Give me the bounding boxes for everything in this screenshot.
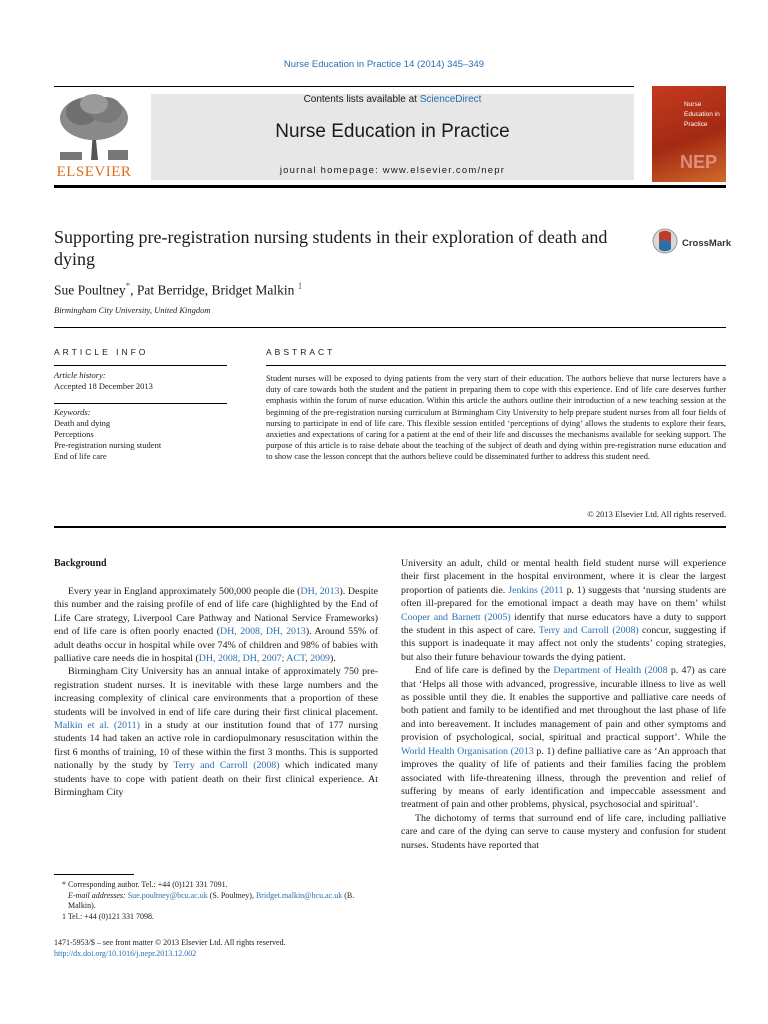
abstract-text: Student nurses will be exposed to dying patients from the very start of their education. The authors believe that nurse lecturers have a duty of care towards both the student and the patient in preparing them to cope with this experience. End of life care deserves further emphasis within the forum of nurse education. Within this article the authors outline their introduction of a new teaching session at the beginning of the pre-registration nursing curriculum at Birmingham City University to help prepare student nurses from all four fields of nursing to participate in end of life care. This flexible session entitled ‘perceptions of dying’ allows the students to explore their fears, anxieties and expectations of caring for a patient at the end of their life and discusses the mechanisms available for seeking support. The purpose of this article is to raise debate about the teaching of the subject of death and dying within pre-registration nurse education and to show case the lesson concept that the authors believe could be disseminated further to address this student need. <box>266 374 726 462</box>
footnote-mark[interactable]: 1 <box>297 281 303 291</box>
header-rule-bottom <box>54 185 726 188</box>
accepted-date: Accepted 18 December 2013 <box>54 381 153 391</box>
author-names: , Pat Berridge, Bridget Malkin <box>130 282 295 298</box>
affiliation: Birmingham City University, United Kingdom <box>54 305 211 315</box>
section-rule <box>54 327 726 328</box>
header-rule-top <box>54 86 634 87</box>
cover-mark: NEP <box>680 152 718 172</box>
cover-line: Education in <box>684 111 720 118</box>
right-column <box>401 557 726 852</box>
keywords-label: Keywords: <box>54 407 91 417</box>
citation-link[interactable]: Department of Health (2008 <box>553 665 668 677</box>
abstract-copyright: © 2013 Elsevier Ltd. All rights reserved. <box>587 509 726 519</box>
author-list <box>54 281 302 299</box>
corresponding-mark[interactable]: * <box>125 281 131 291</box>
publisher-name: ELSEVIER <box>56 164 132 180</box>
section-heading: Background <box>54 558 107 569</box>
footnote-rule <box>54 874 134 875</box>
footnote-corresponding: * Corresponding author. Tel.: +44 (0)121 331 7091. <box>62 880 228 889</box>
citation-link[interactable]: Terry and Carroll (2008) <box>173 760 280 772</box>
front-matter <box>54 937 384 959</box>
keyword: End of life care <box>54 451 107 461</box>
text: identify that nurse educators have a duty to support the student in this aspect of care. <box>401 611 726 637</box>
doi-link[interactable]: http://dx.doi.org/10.1016/j.nepr.2013.12.002 <box>54 949 197 958</box>
text: (B. Malkin). <box>68 890 355 910</box>
issn-line: 1471-5953/$ – see front matter © 2013 Elsevier Ltd. All rights reserved. <box>54 938 286 947</box>
info-rule <box>54 365 227 366</box>
text: in a study at our institution found that of 177 nursing students 14 had taken an active role in cardiopulmonary resuscitation within the first 6 months of training, 10 of these within the first 3 months. This is supported nationally by the study by <box>54 720 378 772</box>
contents-line <box>151 94 634 105</box>
text: p. 47) as care that ‘Helps all those with advanced, progressive, incurable illness to live as well as possible until they die. It enables the supportive and palliative care needs of both patient and family to be identified and met throughout the last phase of life and into bereavement. It includes management of pain and other symptoms and provision of psychological, social, spiritual and practical support’. While the <box>401 665 726 744</box>
email-link[interactable]: Sue.poultney@bcu.ac.uk <box>127 890 208 900</box>
email-link[interactable]: Bridget.malkin@bcu.ac.uk <box>255 890 343 900</box>
citation-link[interactable]: Jenkins (2011 <box>508 584 564 596</box>
footnote-emails <box>54 891 380 912</box>
citation-link[interactable]: DH, 2008, DH, 2013 <box>219 626 306 638</box>
keyword: Pre-registration nursing student <box>54 440 162 450</box>
article-history <box>54 370 234 392</box>
keywords-block <box>54 407 244 462</box>
footnotes <box>54 880 380 922</box>
text: concur, suggesting if this support is inadequate it may affect not only the students’ coping strategies, but also their future behaviour towards the dying patient. <box>401 625 726 663</box>
text: ). Despite this number and the raising profile of end of life care (highlighted by the End of Life Care strategy, Liverpool Care Pathway and National Service Frameworks) end of life care is often poorly enacted ( <box>54 586 378 638</box>
cover-line: Nurse <box>684 101 702 108</box>
text: ). <box>330 653 336 665</box>
keyword: Death and dying <box>54 418 111 428</box>
left-column <box>54 585 378 800</box>
text: p. 1) define palliative care as ‘An approach that improves the quality of life of patients and their families facing the problem associated with life-threatening illness, through the prevention and relief of suffering by means of early identification and impeccable assessment and treatment of pain and other problems, physical, psychosocial and spiritual’. <box>401 745 726 811</box>
article-info-heading: ARTICLE INFO <box>54 347 149 357</box>
abstract-rule <box>266 365 726 366</box>
keyword: Perceptions <box>54 429 94 439</box>
text: p. 1) suggests that ‘nursing students are often ill-prepared for the emotional impact a death may have on them’ whilst <box>401 584 727 610</box>
paragraph <box>401 664 726 811</box>
citation-link[interactable]: Cooper and Barnett (2005) <box>401 611 511 623</box>
info-rule <box>54 403 227 404</box>
cover-line: Practice <box>684 121 708 128</box>
abstract-heading: ABSTRACT <box>266 347 336 357</box>
text: End of life care is defined by the <box>415 665 554 677</box>
text: which indicated many students have to cope with patient death on their first clinical experience. At Birmingham City <box>54 760 378 799</box>
text: (S. Poultney), <box>207 890 256 900</box>
paragraph <box>401 557 726 664</box>
journal-homepage[interactable]: journal homepage: www.elsevier.com/nepr <box>279 165 506 176</box>
paragraph <box>54 585 378 665</box>
text: Every year in England approximately 500,000 people die ( <box>68 586 301 597</box>
journal-citation[interactable]: Nurse Education in Practice 14 (2014) 345–349 <box>283 59 485 70</box>
email-label: E-mail addresses: <box>68 890 128 900</box>
citation-link[interactable]: Terry and Carroll (2008) <box>538 625 639 637</box>
section-rule <box>54 526 726 528</box>
footnote-tel: 1 Tel.: +44 (0)121 331 7098. <box>62 911 155 921</box>
contents-prefix: Contents lists available at <box>303 94 420 105</box>
citation-link[interactable]: DH, 2008, DH, 2007; ACT, 2009 <box>198 653 330 665</box>
paragraph: The dichotomy of terms that surround end of life care, including palliative care and care of the dying can serve to cause mystery and confusion for student nurses. Students have reported that <box>401 812 726 851</box>
author-name: Sue Poultney <box>54 282 126 298</box>
citation-link[interactable]: World Health Organisation (2013 <box>401 745 534 757</box>
text: Birmingham City University has an annual intake of approximately 750 pre-registration student nurses. It is inevitable with these large numbers and the increasing complexity of clinical care environments that a proportion of these students will be involved in end of life care during their first clinical placement. <box>54 666 378 718</box>
sciencedirect-link[interactable]: ScienceDirect <box>419 94 482 105</box>
citation-link[interactable]: DH, 2013 <box>300 586 340 597</box>
crossmark-label[interactable]: CrossMark <box>682 238 732 249</box>
crossmark-icon[interactable] <box>652 228 678 254</box>
citation-link[interactable]: Malkin et al. (2011) <box>54 720 140 732</box>
journal-title: Nurse Education in Practice <box>275 121 510 142</box>
article-title: Supporting pre-registration nursing students in their exploration of death and dying <box>54 227 608 269</box>
history-label: Article history: <box>54 370 106 380</box>
paragraph <box>54 665 378 799</box>
text: University an adult, child or mental health field student nurse will experience their first placement in the hospital environment, where it is clear the largest proportion of patients die. <box>401 558 726 596</box>
text: ). Around 55% of adult deaths occur in hospital while over 74% of children and 98% of babies with palliative care needs die in hospital ( <box>54 626 378 665</box>
cover-title <box>684 100 724 130</box>
